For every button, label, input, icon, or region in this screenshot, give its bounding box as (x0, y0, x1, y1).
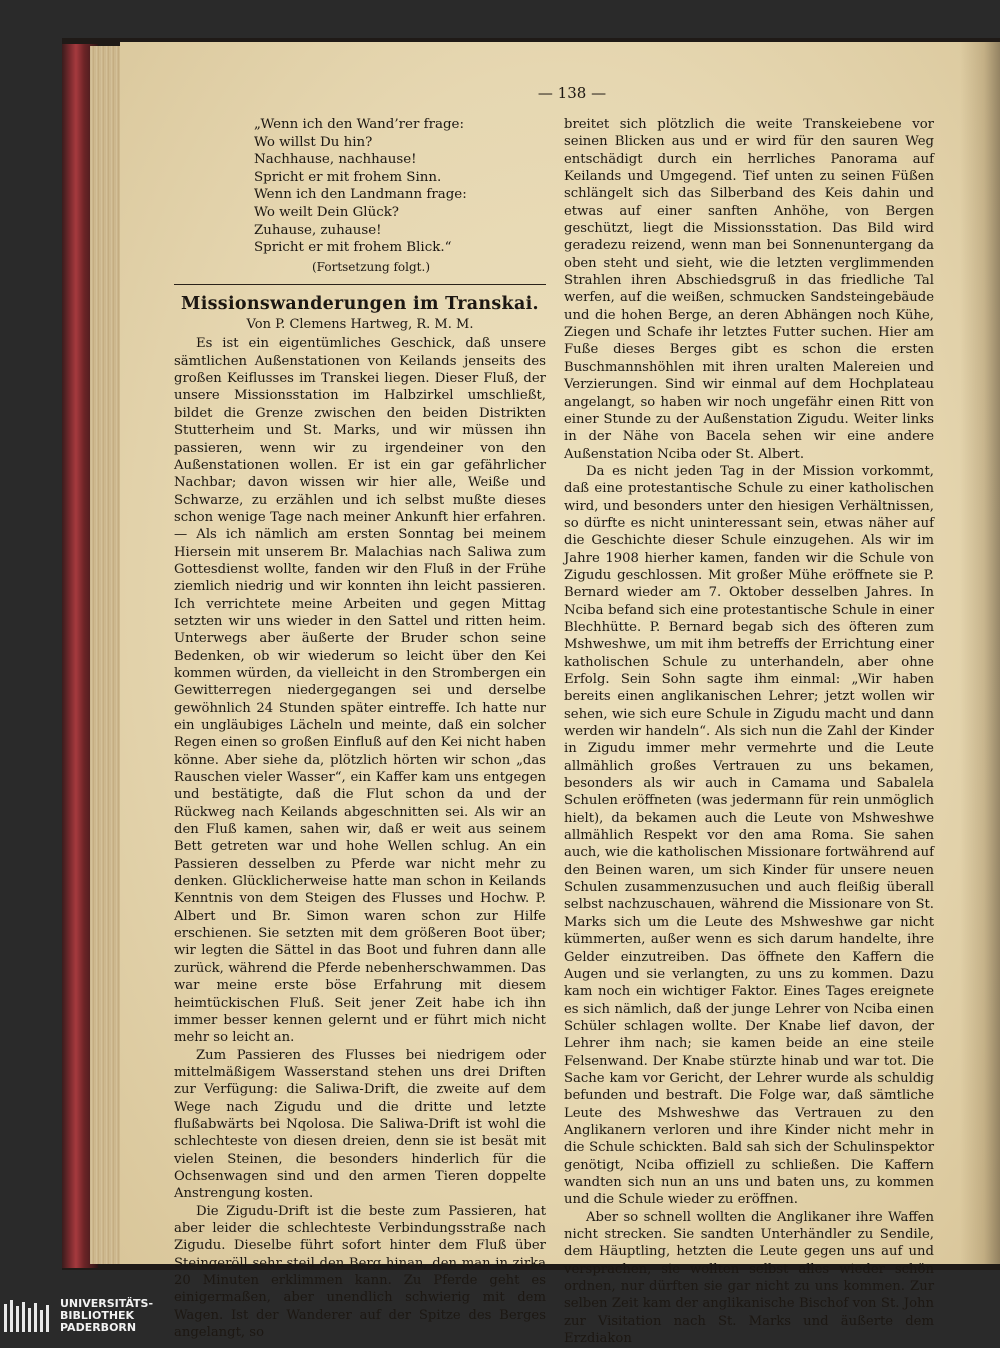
library-logo-icon (4, 1300, 50, 1332)
poem (174, 116, 546, 257)
article-byline: Von P. Clemens Hartweg, R. M. M. (246, 317, 474, 333)
library-logo (0, 1296, 200, 1336)
poem-line: Nachhause, nachhause! (254, 152, 417, 168)
left-column (174, 116, 546, 1341)
poem-line: Spricht er mit frohem Blick.“ (254, 240, 452, 256)
right-column (564, 116, 934, 1347)
library-name-line: PADERBORN (60, 1321, 137, 1334)
book-page (120, 42, 1000, 1347)
poem-line: Wo willst Du hin? (254, 134, 373, 150)
library-name-line: BIBLIOTHEK (60, 1309, 135, 1322)
article-title: Missionswanderungen im Transkai. (181, 294, 539, 315)
article-paragraph: breitet sich plötzlich die weite Transkeiebene vor seinen Blicken aus und er wird für den sauren Weg entschädigt durch ein herrliches Panorama auf Keilands und Umgegend. Tief unten zu seinen Füßen schlängelt sich das Silberband des Keis dahin und etwas auf einer sanften Anhöhe, von Bergen geschützt, liegt die Missionsstation. Das Bild wird geradezu reizend, wenn man bei Sonnenuntergang da oben steht und sieht, wie die letzten verglimmenden Strahlen ihren Abschiedsgruß in das friedliche Tal werfen, auf die weißen, schmucken Sandsteingebäude und die hohen Berge, an deren Abhängen noch Kühe, Ziegen und Schafe ihr letztes Futter suchen. Hier am Fuße dieses Berges gibt es schon die ersten Buschmannshöhlen mit ihren uralten Malereien und Verzierungen. Sind wir einmal auf dem Hochplateau angelangt, so haben wir noch ungefähr einen Ritt von einer Stunde zu der Außenstation Zigudu. Weiter links in der Nähe von Bacela sehen wir eine andere Außenstation Nciba oder St. Albert. (564, 117, 934, 462)
library-logo-text (60, 1298, 153, 1334)
article-paragraph: Es ist ein eigentümliches Geschick, daß unsere sämtlichen Außenstationen von Keilands jenseits des großen Keiflusses im Transkei liegen. Dieser Fluß, der unsere Missionsstation im Halbzirkel umschließt, bildet die Grenze zwischen den beiden Distrikten Stutterheim und St. Marks, und wir müssen ihn passieren, wenn wir zu irgendeiner von den Außenstationen wollen. Er ist ein gar gefährlicher Nachbar; davon wissen wir hier alle, Weiße und Schwarze, zu erzählen und ich selbst mußte dieses schon wenige Tage nach meiner Ankunft hier erfahren. — Als ich nämlich am ersten Sonntag bei meinem Hiersein mit unserem Br. Malachias nach Saliwa zum Gottesdienst wollte, fanden wir den Fluß in der Frühe ziemlich niedrig und wir konnten ihn leicht passieren. Ich verrichtete meine Arbeiten und gegen Mittag setzten wir uns wieder in den Sattel und ritten heim. Unterwegs aber äußerte der Bruder schon seine Bedenken, ob wir wiederum so leicht über den Kei kommen würden, da vielleicht in den Strombergen ein Gewitterregen niedergegangen sei und derselbe gewöhnlich 24 Stunden später eintreffe. Ich hatte nur ein ungläubiges Lächeln und meinte, daß ein solcher Regen einen so großen Einfluß auf den Kei nicht haben könne. Aber siehe da, plötzlich hörten wir schon „das Rauschen vieler Wasser“, ein Kaffer kam uns entgegen und bestätigte, daß die Flut schon da und der Rückweg nach Keilands abgeschnitten sei. Als wir an den Fluß kamen, sahen wir, daß er weit aus seinem Bett getreten war und hohe Wellen schlug. An ein Passieren desselben zu Pferde war nicht mehr zu denken. Glücklicherweise hatte man schon in Keilands Kenntnis von dem Steigen des Flusses und Hochw. P. Albert und Br. Simon waren schon zur Hilfe erschienen. Sie setzten mit dem größeren Boot über; wir legten die Sättel in das Boot und fuhren dann alle zurück, während die Pferde nebenherschwammen. Das war meine erste böse Erfahrung mit diesem heimtückischen Fluß. Seit jener Zeit habe ich ihn immer besser kennen gelernt und er führt mich nicht mehr so leicht an. (174, 336, 546, 1046)
article-paragraph: Die Zigudu-Drift ist die beste zum Passieren, hat aber leider die schlechteste Verbindungsstraße nach Zigudu. Dieselbe führt sofort hinter dem Fluß über Steingeröll sehr steil den Berg hinan, den man in zirka 20 Minuten erklimmen kann. Zu Pferde geht es einigermaßen, aber unendlich schwierig mit dem Wagen. Ist der Wanderer auf der Spitze des Berges angelangt, so (174, 1203, 546, 1341)
article-paragraph: Aber so schnell wollten die Anglikaner ihre Waffen nicht strecken. Sie sandten Unterhändler zu Sendile, dem Häuptling, hetzten die Leute gegen uns auf und versprachen, sie wollten selbst alles wieder schön ordnen, nur dürften sie gar nicht zu uns kommen. Zur selben Zeit kam der anglikanische Bischof von St. John zur Visitation nach St. Marks und äußerte dem Erzdiakon (564, 1209, 934, 1347)
poem-line: Wenn ich den Landmann frage: (254, 187, 467, 203)
library-name-line: UNIVERSITÄTS- (60, 1297, 154, 1310)
poem-line: Wo weilt Dein Glück? (254, 204, 399, 220)
page-number: — 138 — (537, 84, 607, 102)
article-paragraph: Zum Passieren des Flusses bei niedrigem oder mittelmäßigem Wasserstand stehen uns drei Driften zur Verfügung: die Saliwa-Drift, die zweite auf dem Wege nach Zigudu und die dritte und letzte flußabwärts bei Nqolosa. Die Saliwa-Drift ist wohl die schlechteste von diesen dreien, denn sie ist besät mit vielen Steinen, die besonders hinderlich für die Ochsenwagen sind und den armen Tieren doppelte Anstrengung kosten. (174, 1047, 546, 1202)
article-paragraph: Da es nicht jeden Tag in der Mission vorkommt, daß eine protestantische Schule zu einer katholischen wird, und besonders unter den hiesigen Verhältnissen, so dürfte es nicht uninteressant sein, etwas näher auf die Geschichte dieser Schule einzugehen. Als wir im Jahre 1908 hierher kamen, fanden wir die Schule von Zigudu geschlossen. Mit großer Mühe eröffnete sie P. Bernard wieder am 7. Oktober desselben Jahres. In Nciba befand sich eine protestantische Schule in einer Blechhütte. P. Bernard begab sich des öfteren zum Mshweshwe, um mit ihm betreffs der Errichtung einer katholischen Schule zu unterhandeln, aber ohne Erfolg. Sein Sohn sagte ihm einmal: „Wir haben bereits einen anglikanischen Lehrer; jetzt wollen wir sehen, wie sich eure Schule in Zigudu macht und dann werden wir handeln“. Als sich nun die Zahl der Kinder in Zigudu immer mehr vermehrte und die Leute allmählich großes Vertrauen zu uns bekamen, besonders als wir auch in Camama und Sabalela Schulen eröffneten (was jedermann für rein unmöglich hielt), da bekamen auch die Leute von Mshweshwe allmählich Respekt vor den ama Roma. Sie sahen auch, wie die katholischen Missionare fortwährend auf den Beinen waren, um sich Kinder für unsere neuen Schulen zusammenzusuchen und auch fleißig überall selbst nachzuschauen, während die Missionare von St. Marks sich um die Leute des Mshweshwe gar nicht kümmerten, außer wenn es sich darum handelte, ihre Gelder einzutreiben. Das öffnete den Kaffern die Augen und sie verlangten, zu uns zu kommen. Dazu kam noch ein wichtiger Faktor. Eines Tages ereignete es sich nämlich, daß der junge Lehrer von Nciba einen Schüler schlagen wollte. Der Knabe lief davon, der Lehrer ihm nach; sie kamen beide an eine steile Felsenwand. Der Knabe stürzte hinab und war tot. Die Sache kam vor Gericht, der Lehrer wurde als schuldig befunden und bestraft. Die Folge war, daß sämtliche Leute des Mshweshwe das Vertrauen zu den Anglikanern verloren und ihre Kinder nicht mehr in die Schule schickten. Bald sah sich der Schulinspektor genötigt, Nciba offiziell zu schließen. Die Kaffern wandten sich nun an uns und baten uns, zu kommen und die Schule wieder zu eröffnen. (564, 463, 934, 1208)
poem-line: Spricht er mit frohem Sinn. (254, 169, 442, 185)
poem-line: Zuhause, zuhause! (254, 222, 382, 238)
section-divider (174, 284, 546, 285)
poem-line: „Wenn ich den Wand’rer frage: (254, 117, 464, 132)
continuation-note: (Fortsetzung folgt.) (312, 259, 430, 274)
page-curve-shadow (960, 42, 1000, 1264)
